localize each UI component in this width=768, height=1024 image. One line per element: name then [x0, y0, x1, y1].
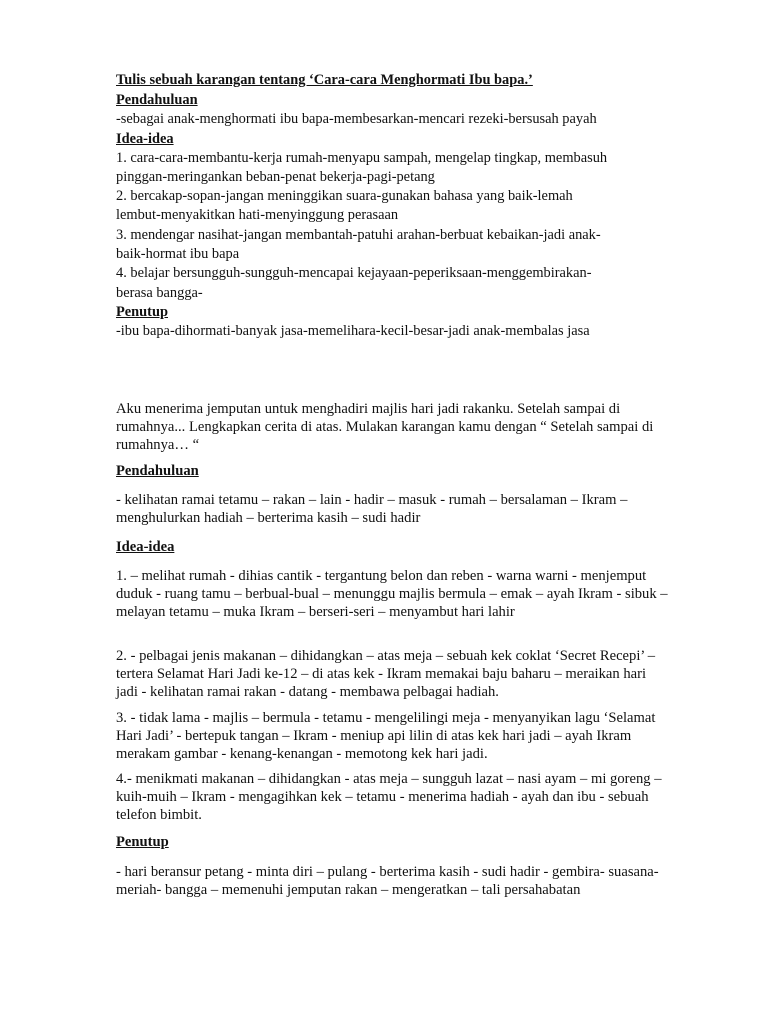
idea-line: berasa bangga-: [116, 285, 203, 301]
penutup-text: -ibu bapa-dihormati-banyak jasa-memelihara-kecil-besar-jadi anak-membalas jasa: [116, 323, 590, 339]
idea-heading: Idea-idea: [116, 539, 175, 555]
idea-paragraph: 2. - pelbagai jenis makanan – dihidangkan – atas meja – sebuah kek coklat ‘Secret Recepi’ – tertera Selamat Hari Jadi ke-12 – di atas kek - Ikram memakai baju baharu – meraikan hari jadi - kelihatan ramai rakan - datang - membawa pelbagai hadiah.: [116, 648, 656, 700]
idea-line: 2. bercakap-sopan-jangan meninggikan suara-gunakan bahasa yang baik-lemah: [116, 188, 573, 204]
idea-line: 1. cara-cara-membantu-kerja rumah-menyapu sampah, mengelap tingkap, membasuh: [116, 150, 608, 166]
idea-line: 4. belajar bersungguh-sungguh-mencapai kejayaan-peperiksaan-menggembirakan-: [116, 265, 592, 281]
idea-line: baik-hormat ibu bapa: [116, 246, 240, 262]
idea-line: 3. mendengar nasihat-jangan membantah-patuhi arahan-berbuat kebaikan-jadi anak-: [116, 227, 601, 243]
penutup-text: - hari beransur petang - minta diri – pulang - berterima kasih - sudi hadir - gembira- suasana- meriah- bangga – memenuhi jemputan rakan – mengeratkan – tali persahabatan: [116, 864, 659, 898]
pendahuluan-text: -sebagai anak-menghormati ibu bapa-membesarkan-mencari rezeki-bersusah payah: [116, 111, 597, 127]
pendahuluan-heading: Pendahuluan: [116, 92, 198, 108]
idea-heading: Idea-idea: [116, 131, 174, 147]
essay-title: Tulis sebuah karangan tentang ‘Cara-cara Menghormati Ibu bapa.’: [116, 72, 533, 88]
penutup-heading: Penutup: [116, 304, 168, 320]
penutup-heading: Penutup: [116, 834, 169, 850]
idea-line: lembut-menyakitkan hati-menyinggung perasaan: [116, 207, 399, 223]
story-intro: Aku menerima jemputan untuk menghadiri majlis hari jadi rakanku. Setelah sampai di rumahnya... Lengkapkan cerita di atas. Mulakan karangan kamu dengan “ Setelah sampai di rumahnya… “: [116, 401, 654, 453]
idea-paragraph: 1. – melihat rumah - dihias cantik - tergantung belon dan reben - warna warni - menjemput duduk - ruang tamu – berbual-bual – menunggu majlis bermula – emak – ayah Ikram - sibuk – melayan tetamu – muka Ikram – berseri-seri – menyambut hari lahir: [116, 568, 668, 620]
pendahuluan-text: - kelihatan ramai tetamu – rakan – lain - hadir – masuk - rumah – bersalaman – Ikram – menghulurkan hadiah – berterima kasih – sudi hadir: [116, 492, 628, 526]
idea-paragraph: 3. - tidak lama - majlis – bermula - tetamu - mengelilingi meja - menyanyikan lagu ‘Selamat Hari Jadi’ - bertepuk tangan – Ikram - meniup api lilin di atas kek hari jadi – ayah Ikram merakam gambar - kenang-kenangan - memotong kek hari jadi.: [116, 710, 656, 762]
idea-paragraph: 4.- menikmati makanan – dihidangkan - atas meja – sungguh lazat – nasi ayam – mi goreng – kuih-muih – Ikram - mengagihkan kek – tetamu - menerima hadiah - ayah dan ibu - sebuah telefon bimbit.: [116, 771, 662, 823]
idea-line: pinggan-meringankan beban-penat bekerja-pagi-petang: [116, 169, 435, 185]
pendahuluan-heading: Pendahuluan: [116, 463, 199, 479]
